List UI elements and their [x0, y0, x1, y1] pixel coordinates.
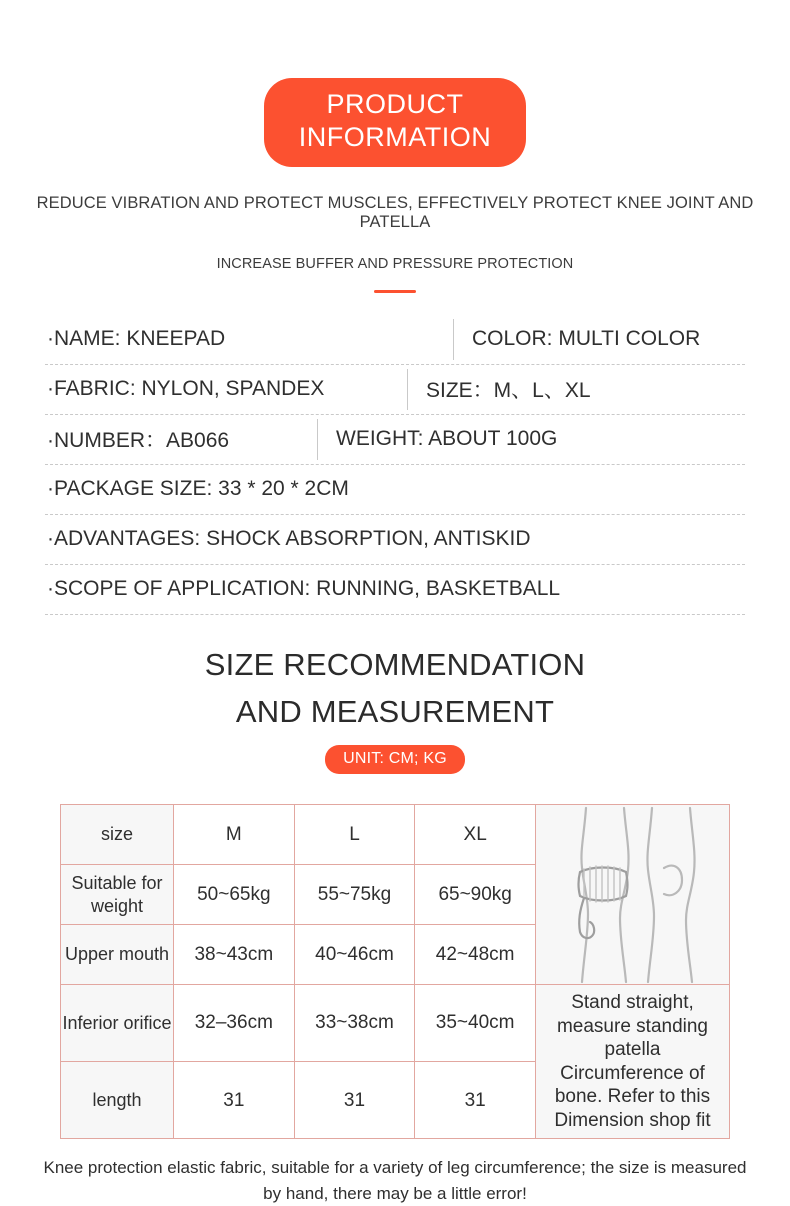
measurement-diagram-cell	[536, 805, 730, 985]
spec-number-label: ·NUMBER：AB066	[47, 429, 230, 453]
cell-weight-xl: 65~90kg	[415, 865, 536, 925]
cell-inferior-l: 33~38cm	[294, 985, 415, 1062]
spec-package-size-label: ·PACKAGE SIZE: 33 * 20 * 2CM	[47, 477, 349, 501]
spec-advantages-label: ·ADVANTAGES: SHOCK ABSORPTION, ANTISKID	[47, 527, 531, 551]
size-title-line-1: SIZE RECOMMENDATION	[204, 646, 586, 682]
cell-length-l: 31	[294, 1062, 415, 1139]
table-row	[61, 985, 730, 1062]
measurement-note: Stand straight, measure standing patella Circumference of bone. Refer to this Dimension shop fit	[536, 985, 730, 1139]
cell-weight-m: 50~65kg	[174, 865, 295, 925]
header-section	[0, 0, 790, 167]
spec-divider	[317, 419, 318, 460]
unit-badge-wrap	[0, 745, 790, 774]
spec-size-label: SIZE：M、L、XL	[426, 379, 591, 403]
cell-upper-l: 40~46cm	[294, 925, 415, 985]
spec-weight-label: WEIGHT: ABOUT 100G	[336, 427, 558, 451]
spec-list	[45, 315, 745, 615]
header-line-2: INFORMATION	[298, 121, 492, 152]
row-label-weight: Suitable for weight	[61, 865, 174, 925]
footer-note: Knee protection elastic fabric, suitable for a variety of leg circumference; the size is measured by hand, there may be a little error!	[43, 1158, 747, 1203]
spec-scope-label: ·SCOPE OF APPLICATION: RUNNING, BASKETBALL	[47, 577, 561, 601]
unit-badge: UNIT: CM; KG	[325, 745, 465, 774]
accent-divider	[374, 290, 416, 293]
product-information-badge	[264, 78, 526, 167]
size-col-xl: XL	[415, 805, 536, 865]
intro-line-2: INCREASE BUFFER AND PRESSURE PROTECTION	[216, 255, 574, 272]
spec-color-label: COLOR: MULTI COLOR	[472, 327, 701, 351]
spec-name-label: ·NAME: KNEEPAD	[47, 327, 226, 351]
spec-row	[45, 565, 745, 615]
table-row	[61, 805, 730, 865]
size-table-wrap	[60, 804, 730, 1139]
size-section-title	[0, 641, 790, 735]
spec-row	[45, 465, 745, 515]
row-label-inferior-orifice: Inferior orifice	[61, 985, 174, 1062]
spec-row	[45, 515, 745, 565]
header-line-1: PRODUCT	[326, 89, 464, 119]
size-col-l: L	[294, 805, 415, 865]
row-label-upper-mouth: Upper mouth	[61, 925, 174, 985]
cell-weight-l: 55~75kg	[294, 865, 415, 925]
spec-row	[45, 315, 745, 365]
cell-inferior-m: 32–36cm	[174, 985, 295, 1062]
size-col-m: M	[174, 805, 295, 865]
spec-divider	[453, 319, 454, 360]
legs-measurement-diagram-icon	[536, 805, 729, 984]
spec-divider	[407, 369, 408, 410]
cell-length-m: 31	[174, 1062, 295, 1139]
cell-upper-m: 38~43cm	[174, 925, 295, 985]
spec-row	[45, 415, 745, 465]
spec-fabric-label: ·FABRIC: NYLON, SPANDEX	[47, 377, 325, 401]
size-title-line-2: AND MEASUREMENT	[235, 693, 555, 729]
spec-row	[45, 365, 745, 415]
cell-length-xl: 31	[415, 1062, 536, 1139]
row-label-length: length	[61, 1062, 174, 1139]
size-col-header: size	[61, 805, 174, 865]
size-table	[60, 804, 730, 1139]
intro-line-1: REDUCE VIBRATION AND PROTECT MUSCLES, EFFECTIVELY PROTECT KNEE JOINT AND PATELLA	[36, 193, 754, 231]
cell-upper-xl: 42~48cm	[415, 925, 536, 985]
cell-inferior-xl: 35~40cm	[415, 985, 536, 1062]
